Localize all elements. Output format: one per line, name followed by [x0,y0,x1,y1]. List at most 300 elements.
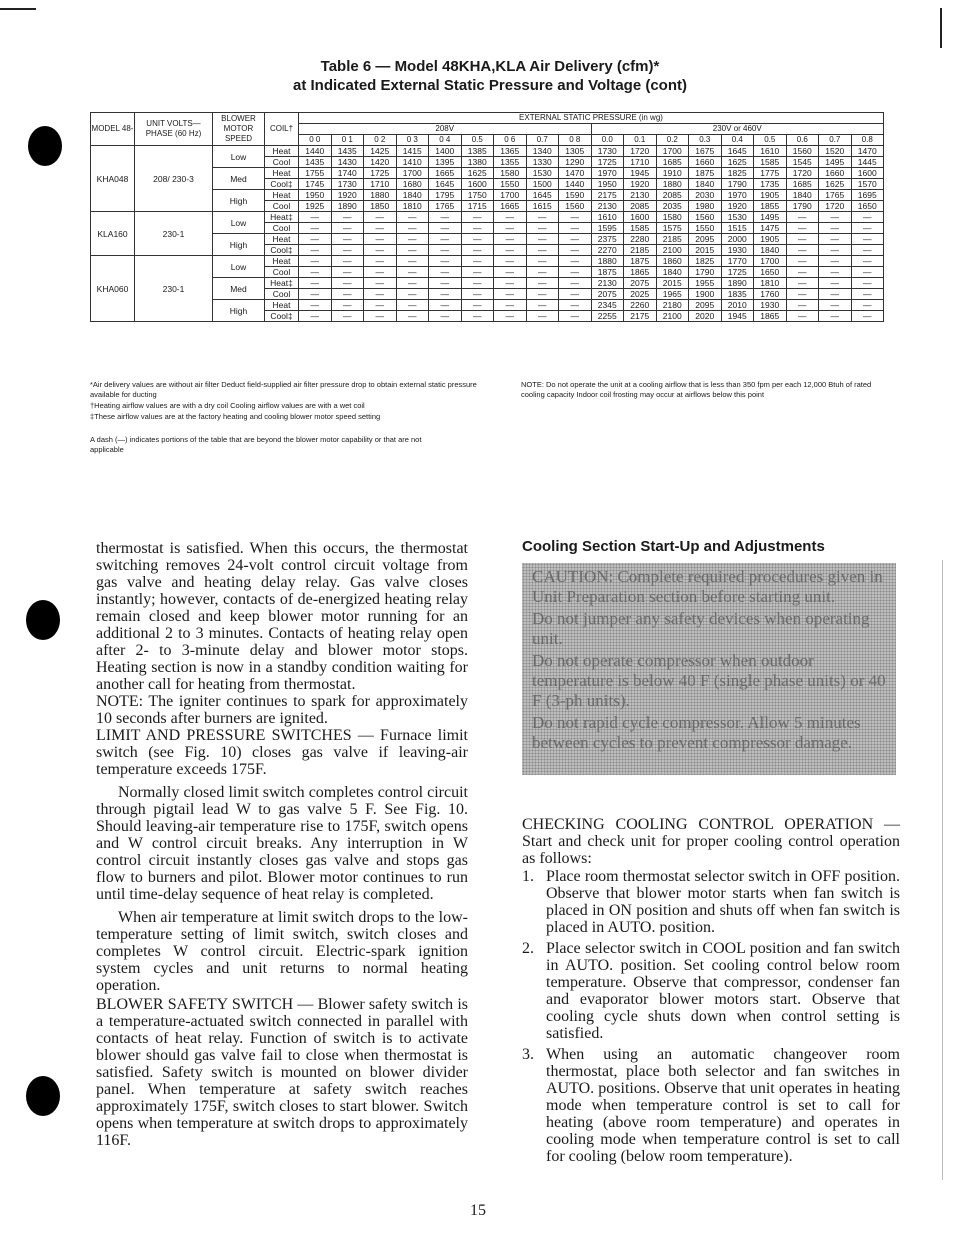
speed-cell: High [213,300,265,322]
cooling-intro [522,816,900,867]
value-cell: 2015 [656,278,689,289]
value-cell: 1585 [754,157,787,168]
value-cell: — [396,245,429,256]
value-cell: — [819,245,852,256]
value-cell: 1560 [559,201,592,212]
value-cell: 1790 [786,201,819,212]
value-cell: — [364,300,397,311]
footnote-dash: A dash (—) indicates portions of the table that are beyond the blower motor capability or that are not applicable [90,435,422,454]
value-cell: 1710 [624,157,657,168]
value-cell: 1500 [526,179,559,190]
value-cell: — [851,289,884,300]
value-cell: — [851,278,884,289]
value-cell: 1710 [364,179,397,190]
value-cell: — [559,300,592,311]
value-cell: 1810 [754,278,787,289]
value-cell: 1610 [591,212,624,223]
header-230v: 230V or 460V [591,124,884,135]
footnote-note: NOTE: Do not operate the unit at a cooling airflow that is less than 350 fpm per each 12,000 Btuh of rated cooling capacity Indoor coil frosting may occur at airflows below this point [521,380,872,399]
paragraph: NOTE: The igniter continues to spark for approximately 10 seconds after burners are ignited. [96,693,468,727]
value-cell: 2130 [624,190,657,201]
value-cell: 1340 [526,146,559,157]
value-cell: — [461,311,494,322]
value-cell: 1945 [624,168,657,179]
table-row [91,146,884,157]
value-cell: 1665 [429,168,462,179]
value-cell: — [331,245,364,256]
pressure-header: 0 0 [299,135,332,146]
value-cell: — [299,223,332,234]
header-blower-speed: BLOWER MOTOR SPEED [213,113,265,146]
paragraph: thermostat is satisfied. When this occurs, the thermostat switching removes 24-volt control circuit voltage from gas valve and heating delay relay. Gas valve closes instantly; however, contacts of de-energized heating relay remain closed and keep blower motor running for an additional 2 to 3 minutes. Contacts of heating relay open after 2- to 3-minute delay and blower motor stops. Heating section is now in a standby condition waiting for another call for heating from thermostat. [96,540,468,693]
list-text: When using an automatic changeover room thermostat, place both selector and fan switches in AUTO. positions. Observe that unit operates in heating mode when temperature control is set to call for heating (above room temperature) and operates in cooling mode when temperature control is set to call for cooling (below room temperature). [546,1046,900,1165]
value-cell: 1865 [754,311,787,322]
section-heading: Cooling Section Start-Up and Adjustments [522,538,825,555]
speed-cell: Low [213,256,265,278]
value-cell: — [494,245,527,256]
value-cell: 1880 [656,179,689,190]
coil-cell: Cool‡ [265,245,299,256]
value-cell: — [299,245,332,256]
value-cell: — [526,234,559,245]
value-cell: 1440 [559,179,592,190]
value-cell: — [559,278,592,289]
paragraph: BLOWER SAFETY SWITCH — Blower safety switch is a temperature-actuated switch connected in parallel with contacts of heat relay. Function of switch is to activate blower should gas valve fail to close when thermostat is satisfied. Safety switch is mounted on blower divider panel. When temperature at safety switch reaches approximately 175F, switch closes to start blower. Switch opens when temperature at switch drops to approximately 116F. [96,996,468,1149]
pressure-header: 0.7 [526,135,559,146]
value-cell: 1930 [754,300,787,311]
value-cell: 1970 [591,168,624,179]
model-cell: KHA060 [91,256,135,322]
pressure-header: 0.2 [656,135,689,146]
value-cell: 1980 [689,201,722,212]
value-cell: 1395 [429,157,462,168]
value-cell: 1545 [786,157,819,168]
value-cell: — [364,256,397,267]
speed-cell: Low [213,146,265,168]
value-cell: — [429,300,462,311]
value-cell: — [299,234,332,245]
value-cell: — [396,212,429,223]
value-cell: 1530 [721,212,754,223]
value-cell: 1840 [396,190,429,201]
value-cell: — [559,267,592,278]
value-cell: — [331,311,364,322]
value-cell: — [786,278,819,289]
left-column [96,540,468,1149]
value-cell: — [461,300,494,311]
value-cell: — [851,234,884,245]
value-cell: 1665 [494,201,527,212]
value-cell: — [429,212,462,223]
value-cell: 1945 [721,311,754,322]
value-cell: 1750 [461,190,494,201]
value-cell: 1840 [786,190,819,201]
value-cell: 1645 [526,190,559,201]
pressure-header: 0 6 [494,135,527,146]
value-cell: 1550 [494,179,527,190]
value-cell: — [526,300,559,311]
list-number: 3. [522,1046,534,1063]
value-cell: 1685 [656,157,689,168]
value-cell: — [786,223,819,234]
value-cell: — [396,300,429,311]
table-subtitle: at Indicated External Static Pressure and Voltage (cont) [293,77,687,94]
value-cell: 1920 [331,190,364,201]
pressure-header: 0.0 [591,135,624,146]
value-cell: 1730 [331,179,364,190]
value-cell: — [364,311,397,322]
value-cell: 1700 [754,256,787,267]
value-cell: — [396,289,429,300]
air-delivery-table [90,112,884,322]
value-cell: 1440 [299,146,332,157]
value-cell: 1875 [689,168,722,179]
pressure-header: 0 2 [364,135,397,146]
value-cell: 1660 [689,157,722,168]
value-cell: — [851,300,884,311]
value-cell: — [819,234,852,245]
value-cell: 2345 [591,300,624,311]
value-cell: 1720 [819,201,852,212]
value-cell: 1890 [331,201,364,212]
list-item [522,940,900,1042]
value-cell: 1600 [461,179,494,190]
value-cell: 1775 [754,168,787,179]
value-cell: 1560 [689,212,722,223]
value-cell: 1765 [819,190,852,201]
value-cell: — [429,256,462,267]
caution-text: CAUTION: Complete required procedures given in Unit Preparation section before starting unit. [532,567,883,606]
value-cell: — [331,223,364,234]
coil-cell: Cool [265,157,299,168]
value-cell: 1515 [721,223,754,234]
value-cell: 1840 [656,267,689,278]
value-cell: 1435 [331,146,364,157]
procedure-list [522,868,900,1169]
value-cell: — [331,212,364,223]
value-cell: 1600 [851,168,884,179]
value-cell: — [494,256,527,267]
footnote-factory: ‡These airflow values are at the factory heating and cooling blower motor speed setting [90,412,381,421]
value-cell: — [526,289,559,300]
value-cell: 1645 [721,146,754,157]
footnote-heating: †Heating airflow values are with a dry coil Cooling airflow values are with a wet coil [90,401,365,410]
model-cell: KHA048 [91,146,135,212]
value-cell: — [461,212,494,223]
value-cell: 2180 [656,300,689,311]
value-cell: — [331,234,364,245]
value-cell: 1950 [591,179,624,190]
pressure-header: 0.7 [819,135,852,146]
caution-text: Do not operate compressor when outdoor temperature is below 40 F (single phase units) or 40 F (3-ph units). [532,651,886,710]
value-cell: 1415 [396,146,429,157]
value-cell: 2035 [656,201,689,212]
value-cell: — [851,311,884,322]
value-cell: 2260 [624,300,657,311]
coil-cell: Cool [265,201,299,212]
value-cell: 1725 [364,168,397,179]
value-cell: — [786,245,819,256]
model-cell: KLA160 [91,212,135,256]
value-cell: 1645 [429,179,462,190]
value-cell: — [429,223,462,234]
value-cell: — [819,311,852,322]
coil-cell: Heat‡ [265,212,299,223]
table-row [91,256,884,267]
value-cell: — [786,289,819,300]
value-cell: 1720 [624,146,657,157]
value-cell: — [396,234,429,245]
value-cell: — [461,267,494,278]
value-cell: — [429,278,462,289]
value-cell: 1840 [754,245,787,256]
value-cell: 1580 [494,168,527,179]
value-cell: — [526,267,559,278]
caution-box [522,563,896,775]
pressure-header: 0.5 [461,135,494,146]
header-external-static-pressure: EXTERNAL STATIC PRESSURE (in wg) [299,113,884,124]
value-cell: 1810 [396,201,429,212]
value-cell: — [429,311,462,322]
value-cell: — [494,234,527,245]
value-cell: 1550 [689,223,722,234]
value-cell: 2280 [624,234,657,245]
value-cell: 1905 [754,234,787,245]
value-cell: 2095 [689,234,722,245]
value-cell: — [364,212,397,223]
value-cell: — [494,300,527,311]
value-cell: 1880 [364,190,397,201]
value-cell: — [429,267,462,278]
value-cell: 1575 [656,223,689,234]
value-cell: 1660 [819,168,852,179]
value-cell: 2015 [689,245,722,256]
value-cell: 2185 [624,245,657,256]
value-cell: 1365 [494,146,527,157]
pressure-header: 0.6 [786,135,819,146]
value-cell: — [299,289,332,300]
value-cell: — [559,256,592,267]
value-cell: — [461,289,494,300]
table-row [91,212,884,223]
value-cell: 1700 [494,190,527,201]
right-edge-mark [940,8,942,48]
speed-cell: Low [213,212,265,234]
value-cell: 1890 [721,278,754,289]
value-cell: 1790 [689,267,722,278]
value-cell: 2375 [591,234,624,245]
value-cell: — [819,223,852,234]
value-cell: 1840 [689,179,722,190]
pressure-header: 0 3 [396,135,429,146]
value-cell: 1585 [624,223,657,234]
value-cell: 1695 [851,190,884,201]
value-cell: 1720 [786,168,819,179]
value-cell: — [819,212,852,223]
value-cell: 1680 [396,179,429,190]
value-cell: 1560 [786,146,819,157]
value-cell: — [526,256,559,267]
value-cell: — [331,278,364,289]
value-cell: 1420 [364,157,397,168]
value-cell: — [396,278,429,289]
volts-cell: 230-1 [135,212,213,256]
volts-cell: 208/ 230-3 [135,146,213,212]
value-cell: 2030 [689,190,722,201]
value-cell: — [819,267,852,278]
coil-cell: Cool‡ [265,311,299,322]
header-model: MODEL 48- [91,113,135,146]
value-cell: 1685 [786,179,819,190]
value-cell: — [331,289,364,300]
value-cell: — [299,278,332,289]
value-cell: 1600 [624,212,657,223]
value-cell: — [851,256,884,267]
value-cell: 2100 [656,245,689,256]
value-cell: — [364,245,397,256]
value-cell: 2085 [624,201,657,212]
pressure-header: 0 1 [331,135,364,146]
list-text: Place room thermostat selector switch in OFF position. Observe that blower motor starts when fan switch is placed in ON position and shuts off when fan switch is placed in AUTO. position. [546,868,900,936]
value-cell: — [494,267,527,278]
value-cell: 1740 [331,168,364,179]
value-cell: 1625 [819,179,852,190]
coil-cell: Heat [265,234,299,245]
value-cell: 1495 [754,212,787,223]
value-cell: — [786,311,819,322]
value-cell: 1715 [461,201,494,212]
value-cell: 2020 [689,311,722,322]
value-cell: 1625 [721,157,754,168]
list-item [522,1046,900,1165]
value-cell: — [364,234,397,245]
value-cell: — [429,245,462,256]
value-cell: — [331,256,364,267]
value-cell: 1760 [754,289,787,300]
value-cell: 1925 [299,201,332,212]
paragraph: LIMIT AND PRESSURE SWITCHES — Furnace limit switch (see Fig. 10) closes gas valve if leaving-air temperature exceeds 175F. [96,727,468,778]
value-cell: — [299,256,332,267]
coil-cell: Heat [265,146,299,157]
value-cell: 1475 [754,223,787,234]
value-cell: — [461,234,494,245]
value-cell: 1615 [526,201,559,212]
value-cell: — [786,212,819,223]
value-cell: — [429,234,462,245]
value-cell: 1700 [656,146,689,157]
value-cell: 2130 [591,278,624,289]
value-cell: 1385 [461,146,494,157]
value-cell: — [786,267,819,278]
value-cell: — [364,278,397,289]
coil-cell: Cool [265,223,299,234]
punch-hole [28,126,62,166]
value-cell: 2010 [721,300,754,311]
paragraph: When air temperature at limit switch drops to the low-temperature setting of limit switch, switch closes and completes W control circuit. Electric-spark ignition system cycles and unit returns to normal heating operation. [96,909,468,994]
value-cell: 1875 [624,256,657,267]
pressure-header: 0.3 [689,135,722,146]
value-cell: 1905 [754,190,787,201]
value-cell: — [396,223,429,234]
header-unit-volts: UNIT VOLTS— PHASE (60 Hz) [135,113,213,146]
value-cell: — [526,245,559,256]
value-cell: 1920 [721,201,754,212]
value-cell: 1855 [754,201,787,212]
value-cell: 1470 [559,168,592,179]
value-cell: — [559,234,592,245]
value-cell: 1730 [591,146,624,157]
value-cell: 1865 [624,267,657,278]
value-cell: 1795 [429,190,462,201]
punch-hole [26,600,60,640]
value-cell: 1965 [656,289,689,300]
speed-cell: High [213,190,265,212]
value-cell: 1735 [754,179,787,190]
coil-cell: Heat‡ [265,278,299,289]
value-cell: — [559,311,592,322]
value-cell: 2100 [656,311,689,322]
value-cell: 1330 [526,157,559,168]
value-cell: 1675 [689,146,722,157]
value-cell: 1970 [721,190,754,201]
value-cell: — [819,300,852,311]
pressure-header: 0.1 [624,135,657,146]
value-cell: 1950 [299,190,332,201]
value-cell: 1625 [461,168,494,179]
footnote-air-filter: *Air delivery values are without air filter Deduct field-supplied air filter pressure drop to obtain external static pressure available for ducting [90,380,477,399]
value-cell: — [299,212,332,223]
value-cell: 1470 [851,146,884,157]
value-cell: — [396,256,429,267]
value-cell: 1860 [656,256,689,267]
pressure-header: 0.4 [721,135,754,146]
value-cell: — [526,212,559,223]
value-cell: — [396,267,429,278]
value-cell: 1495 [819,157,852,168]
value-cell: 1875 [591,267,624,278]
list-number: 2. [522,940,534,957]
value-cell: — [396,311,429,322]
value-cell: 2025 [624,289,657,300]
value-cell: 1520 [819,146,852,157]
coil-cell: Heat [265,190,299,201]
value-cell: — [819,289,852,300]
value-cell: — [526,223,559,234]
value-cell: — [364,223,397,234]
value-cell: — [299,300,332,311]
top-rule [0,8,36,10]
value-cell: 2255 [591,311,624,322]
value-cell: — [851,267,884,278]
coil-cell: Heat [265,300,299,311]
value-cell: — [461,223,494,234]
caution-text: Do not jumper any safety devices when operating unit. [532,609,870,648]
value-cell: 1825 [721,168,754,179]
pressure-header: 0.8 [851,135,884,146]
value-cell: 1425 [364,146,397,157]
value-cell: 2270 [591,245,624,256]
value-cell: — [331,300,364,311]
speed-cell: Med [213,278,265,300]
value-cell: — [559,212,592,223]
value-cell: — [461,245,494,256]
value-cell: 1355 [494,157,527,168]
value-cell: 1755 [299,168,332,179]
value-cell: 1435 [299,157,332,168]
value-cell: — [429,289,462,300]
value-cell: — [364,289,397,300]
value-cell: 2075 [624,278,657,289]
